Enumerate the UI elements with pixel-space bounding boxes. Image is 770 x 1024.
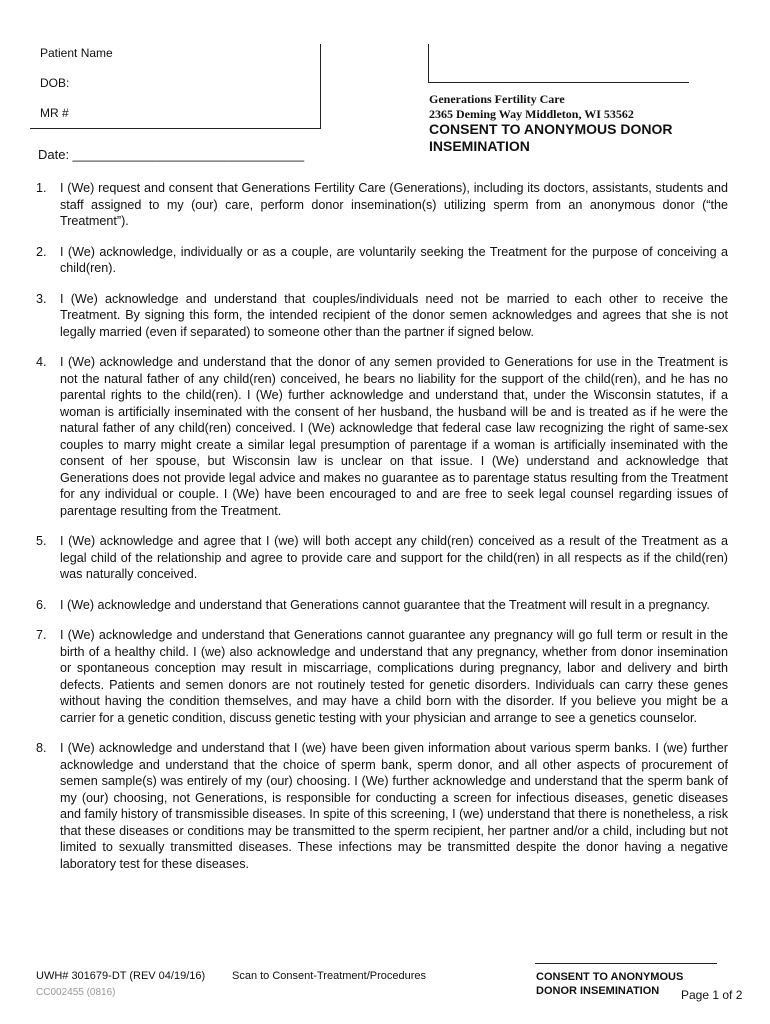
form-title: CONSENT TO ANONYMOUS DONOR INSEMINATION — [429, 121, 673, 154]
consent-item — [36, 180, 728, 230]
item-number: 6. — [36, 597, 47, 612]
patient-info-box — [30, 44, 321, 129]
patient-name-label: Patient Name — [40, 46, 113, 60]
item-text: I (We) acknowledge and agree that I (we) will both accept any child(ren) conceived as a result of the Treatment as a legal child of the relationship and agree to provide care and support for the child(ren) in all respects as if the child(ren) was naturally conceived. — [60, 534, 728, 581]
item-number: 3. — [36, 291, 47, 306]
dob-label: DOB: — [40, 76, 70, 90]
item-text: I (We) acknowledge and understand that the donor of any semen provided to Generations for use in the Treatment is not the natural father of any child(ren) conceived, he bears no liability for the support of the child(ren), and he has no parental rights to the child(ren). I (We) further acknowledge and understand that, under the Wisconsin statutes, if a woman is artificially inseminated with the consent of her husband, the husband will be and is treated as if he were the natural father of any child(ren) conceived. I (We) acknowledge that federal case law recognizing the right of same-sex couples to marry might create a similar legal presumption of parentage if a woman is artificially inseminated with the consent of her spouse, but Wisconsin law is unclear on that issue. I (We) understand and acknowledge that Generations does not provide legal advice and makes no guarantee as to parentage status resulting from the Treatment for any individual or couple. I (We) have been encouraged to and are free to seek legal counsel regarding issues of parentage resulting from the Treatment. — [60, 355, 728, 518]
consent-item — [36, 244, 728, 277]
form-number: UWH# 301679-DT (REV 04/19/16) — [36, 970, 206, 982]
consent-item — [36, 627, 728, 726]
item-text: I (We) acknowledge and understand that Generations cannot guarantee any pregnancy will go full term or result in the birth of a healthy child. I (we) also acknowledge and understand that any pregnancy, whether from donor insemination or spontaneous conception may result in miscarriage, complications during pregnancy, labor and delivery and birth defects. Patients and semen donors are not routinely tested for genetic disorders. Individuals can carry these genes without having the condition themselves, and may have a child born with the disorder. If you believe you might be a carrier for a genetic condition, discuss genetic testing with your physician and arrange to see a genetics counselor. — [60, 628, 728, 725]
item-text: I (We) acknowledge and understand that I (we) have been given information about various sperm banks. I (we) further acknowledge and understand that the choice of sperm bank, sperm donor, and all other aspects of procurement of semen sample(s) was entirely of my (our) choosing. I (We) further acknowledge and understand that the sperm bank of my (our) choosing, not Generations, is responsible for conducting a screen for infectious diseases, genetic diseases and family history of transmissible diseases. In spite of this screening, I (we) understand that there is nonetheless, a risk that these diseases or conditions may be transmitted to the sperm recipient, her partner and/or a child, including but not limited to sexually transmitted diseases. These infections may be transmitted despite the donor having a negative laboratory test for these diseases. — [60, 741, 728, 871]
consent-item — [36, 533, 728, 583]
page-number: Page 1 of 2 — [681, 988, 743, 1002]
clinic-info — [429, 92, 634, 122]
scan-instruction: Scan to Consent-Treatment/Procedures — [232, 970, 427, 982]
item-text: I (We) acknowledge and understand that Generations cannot guarantee that the Treatment will result in a pregnancy. — [60, 597, 710, 612]
item-number: 7. — [36, 628, 47, 642]
item-number: 5. — [36, 534, 47, 548]
footer-title-line1: CONSENT TO ANONYMOUS — [536, 971, 684, 983]
item-number: 8. — [36, 741, 47, 755]
mr-label: MR # — [40, 106, 69, 120]
consent-items — [36, 180, 728, 886]
item-number: 2. — [36, 244, 47, 259]
consent-item — [36, 291, 728, 341]
form-code: CC002455 (0816) — [36, 987, 116, 998]
patient-label-area — [428, 44, 689, 83]
footer-title-line2: DONOR INSEMINATION — [536, 985, 660, 997]
consent-item — [36, 597, 728, 614]
consent-item — [36, 354, 728, 519]
footer-title — [536, 970, 683, 998]
item-text: I (We) acknowledge, individually or as a couple, are voluntarily seeking the Treatment for the purpose of conceiving a child(ren). — [60, 244, 728, 275]
date-field: Date: ________________________________ — [38, 147, 305, 162]
item-text: I (We) acknowledge and understand that couples/individuals need not be married to each other to receive the Treatment. By signing this form, the intended recipient of the donor semen acknowledges and agrees that she is not legally married (even if separated) to someone other than the partner if signed below. — [60, 291, 728, 339]
clinic-name: Generations Fertility Care — [429, 92, 565, 106]
item-number: 1. — [36, 181, 47, 195]
item-text: I (We) request and consent that Generations Fertility Care (Generations), including its doctors, assistants, students and staff assigned to my (our) care, perform donor insemination(s) utilizing sperm from an anonymous donor (“the Treatment”). — [60, 181, 728, 228]
clinic-address: 2365 Deming Way Middleton, WI 53562 — [429, 107, 634, 121]
consent-item — [36, 740, 728, 872]
item-number: 4. — [36, 355, 47, 369]
footer-divider — [535, 963, 717, 964]
